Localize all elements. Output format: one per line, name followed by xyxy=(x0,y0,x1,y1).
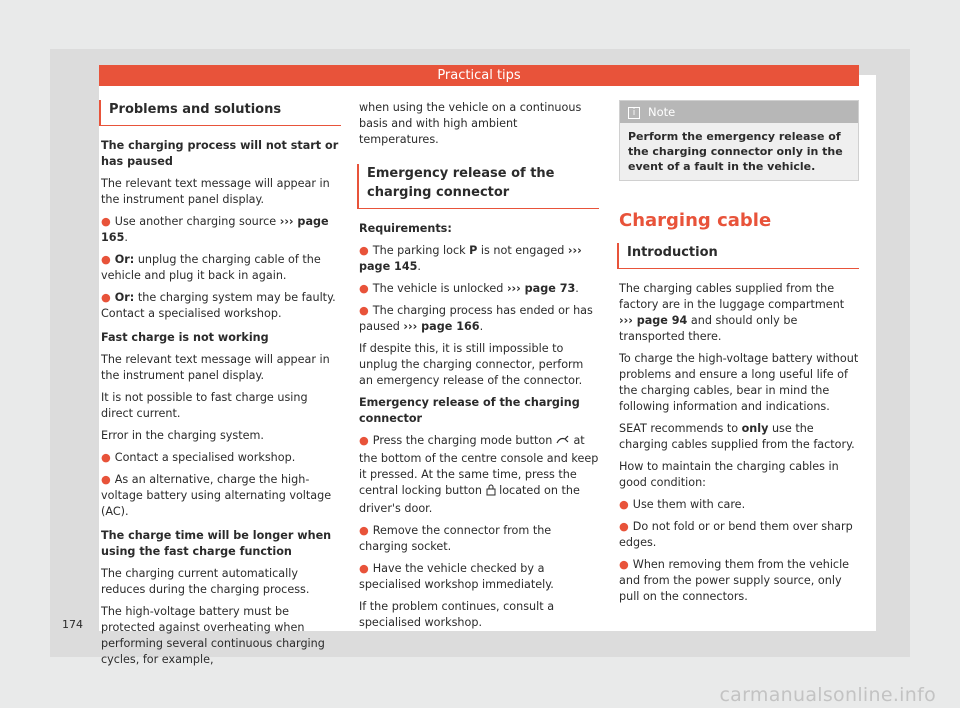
heading-problems: Problems and solutions xyxy=(99,100,341,126)
list-item: ● Do not fold or or bend them over sharp edges. xyxy=(619,520,853,549)
bullet-icon: ● xyxy=(101,473,111,486)
note-header: i Note xyxy=(620,101,858,123)
bullet-icon: ● xyxy=(101,291,111,304)
list-item: ● Have the vehicle checked by a specialised workshop immediately. xyxy=(359,562,554,591)
bullet-icon: ● xyxy=(619,520,629,533)
bullet-icon: ● xyxy=(359,282,369,295)
list-item: ● Contact a specialised workshop. xyxy=(101,451,296,464)
watermark: carmanualsonline.info xyxy=(719,684,936,706)
subheading-fast-charge: Fast charge is not working xyxy=(101,331,269,344)
list-item: ● Remove the connector from the charging socket. xyxy=(359,524,552,553)
paragraph: The charging current automatically reduces during the charging process. xyxy=(101,567,310,596)
page-link[interactable]: ››› page 165 xyxy=(101,215,329,244)
heading-emergency-release: Emergency release of the charging connector xyxy=(357,164,599,209)
subheading-emergency-steps: Emergency release of the charging connector xyxy=(359,396,580,425)
bullet-icon: ● xyxy=(359,562,369,575)
paragraph: It is not possible to fast charge using direct current. xyxy=(101,391,308,420)
section-header: Practical tips xyxy=(99,65,859,86)
note-text: Perform the emergency release of the charging connector only in the event of a fault in the vehicle. xyxy=(628,130,843,173)
bullet-icon: ● xyxy=(359,244,369,257)
charging-mode-icon xyxy=(556,435,570,451)
list-item: ● As an alternative, charge the high-voltage battery using alternating voltage (AC). xyxy=(101,473,332,518)
column-middle xyxy=(359,100,599,637)
page-number: 174 xyxy=(62,618,83,631)
paragraph: How to maintain the charging cables in good condition: xyxy=(619,460,839,489)
heading-introduction: Introduction xyxy=(617,243,859,269)
paragraph: SEAT recommends to only use the charging cables supplied from the factory. xyxy=(619,422,855,451)
subheading-charging-not-start: The charging process will not start or has paused xyxy=(101,139,339,168)
bullet-icon: ● xyxy=(359,434,369,447)
list-item: ● When removing them from the vehicle and from the power supply source, only pull on the connectors. xyxy=(619,558,850,603)
paragraph: Error in the charging system. xyxy=(101,429,264,442)
list-item: ● Use them with care. xyxy=(619,498,746,511)
list-item: ● The charging process has ended or has paused ››› page 166. xyxy=(359,304,593,333)
paragraph: The relevant text message will appear in the instrument panel display. xyxy=(101,353,330,382)
column-left xyxy=(101,100,341,674)
page-link[interactable]: ››› page 145 xyxy=(359,244,582,273)
list-item: ● Or: the charging system may be faulty. Contact a specialised workshop. xyxy=(101,291,336,320)
page-link[interactable]: ››› page 73 xyxy=(506,282,576,295)
list-item: ● Press the charging mode button at the bottom of the centre console and keep it pressed. At the same time, press the central locking button located on the driver's door. xyxy=(359,434,599,515)
list-item: ● Or: unplug the charging cable of the vehicle and plug it back in again. xyxy=(101,253,321,282)
subheading-charge-time: The charge time will be longer when using the fast charge function xyxy=(101,529,332,558)
note-box xyxy=(619,100,859,181)
page-link[interactable]: ››› page 94 xyxy=(619,314,688,327)
chapter-title: Charging cable xyxy=(619,210,772,231)
paragraph: The relevant text message will appear in the instrument panel display. xyxy=(101,177,330,206)
page-link[interactable]: ››› page 166 xyxy=(403,320,480,333)
subheading-requirements: Requirements: xyxy=(359,222,452,235)
list-item: ● The vehicle is unlocked ››› page 73. xyxy=(359,282,579,295)
paragraph: The charging cables supplied from the factory are in the luggage compartment ››› page 94 and should only be transported there. xyxy=(619,282,845,343)
bullet-icon: ● xyxy=(101,215,111,228)
paragraph: If despite this, it is still impossible to unplug the charging connector, perform an emergency release of the connector. xyxy=(359,342,584,387)
bullet-icon: ● xyxy=(619,558,629,571)
paragraph: when using the vehicle on a continuous basis and with high ambient temperatures. xyxy=(359,101,582,146)
list-item: ● Use another charging source ››› page 165. xyxy=(101,215,329,244)
bullet-icon: ● xyxy=(359,524,369,537)
paragraph: The high-voltage battery must be protected against overheating when performing several continuous charging cycles, for example, xyxy=(101,605,325,666)
bullet-icon: ● xyxy=(101,451,111,464)
bullet-icon: ● xyxy=(101,253,111,266)
paragraph: If the problem continues, consult a specialised workshop. xyxy=(359,600,555,629)
paragraph: To charge the high-voltage battery without problems and ensure a long useful life of the charging cables, bear in mind the following information and indications. xyxy=(619,352,859,413)
column-right xyxy=(619,100,859,611)
list-item: ● The parking lock P is not engaged ››› page 145. xyxy=(359,244,582,273)
bullet-icon: ● xyxy=(619,498,629,511)
info-icon: i xyxy=(628,107,640,119)
lock-icon xyxy=(486,484,496,501)
bullet-icon: ● xyxy=(359,304,369,317)
